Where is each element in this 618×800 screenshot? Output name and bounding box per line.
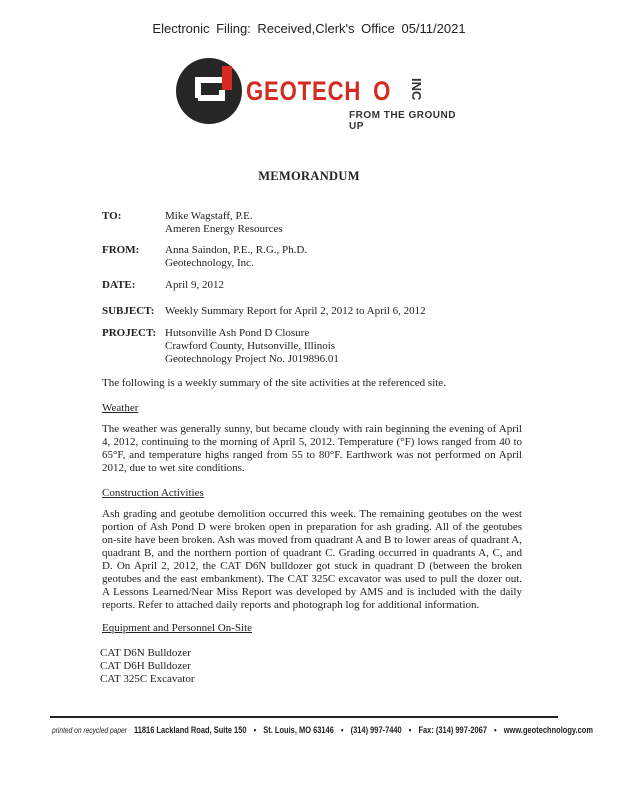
footer-address: 11816 Lackland Road, Suite 150 [134, 725, 247, 735]
footer-phone: (314) 997-7440 [350, 725, 402, 735]
construction-heading: Construction Activities [102, 487, 204, 499]
from-value [165, 244, 485, 270]
footer-fax: Fax: (314) 997-2067 [418, 725, 487, 735]
globe-logo-icon [176, 58, 242, 124]
logo-wordmark: GEOTECH O [246, 76, 392, 106]
footer-divider [50, 716, 558, 718]
to-value [165, 210, 485, 236]
equipment-heading: Equipment and Personnel On-Site [102, 622, 253, 634]
footer-city: St. Louis, MO 63146 [263, 725, 334, 735]
from-org: Geotechnology, Inc. [165, 257, 254, 269]
footer-website: www.geotechnology.com [503, 725, 593, 735]
list-item: CAT D6H Bulldozer [100, 660, 191, 672]
bullet-icon: • [340, 725, 344, 735]
project-line-1: Hutsonville Ash Pond D Closure [165, 327, 310, 339]
to-name: Mike Wagstaff, P.E. [165, 210, 253, 222]
weather-paragraph: The weather was generally sunny, but became cloudy with rain beginning the evening of April 4, 2012, continuing to the morning of April 5, 2012. Temperature (°F) lows ranged from 40 to 65°F, and temperature highs ranged from 55 to 80°F. Earthwork was not performed on April 2012, due to wet site conditions. [102, 423, 522, 474]
to-label: TO: [102, 210, 122, 222]
project-line-3: Geotechnology Project No. J019896.01 [165, 353, 339, 365]
equipment-list [100, 647, 195, 686]
bullet-icon: • [253, 725, 257, 735]
subject-label: SUBJECT: [102, 305, 155, 317]
intro-paragraph: The following is a weekly summary of the site activities at the referenced site. [102, 377, 446, 389]
from-name: Anna Saindon, P.E., R.G., Ph.D. [165, 244, 308, 256]
project-value [165, 327, 485, 366]
company-logo [176, 58, 466, 132]
project-line-2: Crawford County, Hutsonville, Illinois [165, 340, 336, 352]
construction-paragraph: Ash grading and geotube demolition occurred this week. The remaining geotubes on the west portion of Ash Pond D were broken open in preparation for ash grading. All of the geotubes on-site have been broken. Ash was moved from quadrant A and B to lower areas of quadrant A, quadrant B, and the northern portion of quadrant C. Grading occurred in quadrants A, C, and D. On April 2, 2012, the CAT D6N bulldozer got stuck in quadrant D (between the broken geotubes and the east embankment). The CAT 325C excavator was used to pull the dozer out. A Lessons Learned/Near Miss Report was developed by AMS and is included with the daily reports. Refer to attached daily reports and photograph log for additional information. [102, 508, 522, 611]
list-item: CAT D6N Bulldozer [100, 647, 191, 659]
subject-value: Weekly Summary Report for April 2, 2012 to April 6, 2012 [165, 305, 426, 317]
weather-heading: Weather [102, 402, 139, 414]
recycled-paper-seal: printed on recycled paper [52, 726, 127, 735]
date-label: DATE: [102, 279, 136, 291]
bullet-icon: • [408, 725, 412, 735]
date-value: April 9, 2012 [165, 279, 224, 291]
logo-tagline: FROM THE GROUND UP [349, 110, 456, 132]
project-label: PROJECT: [102, 327, 157, 339]
logo-inc: INC [409, 78, 424, 101]
footer-address-bar [52, 725, 593, 735]
list-item: CAT 325C Excavator [100, 673, 195, 685]
bullet-icon: • [494, 725, 497, 735]
to-org: Ameren Energy Resources [165, 223, 283, 235]
filing-stamp: Electronic Filing: Received,Clerk's Office 05/11/2021 [152, 21, 466, 36]
from-label: FROM: [102, 244, 140, 256]
page-title: MEMORANDUM [258, 169, 360, 183]
